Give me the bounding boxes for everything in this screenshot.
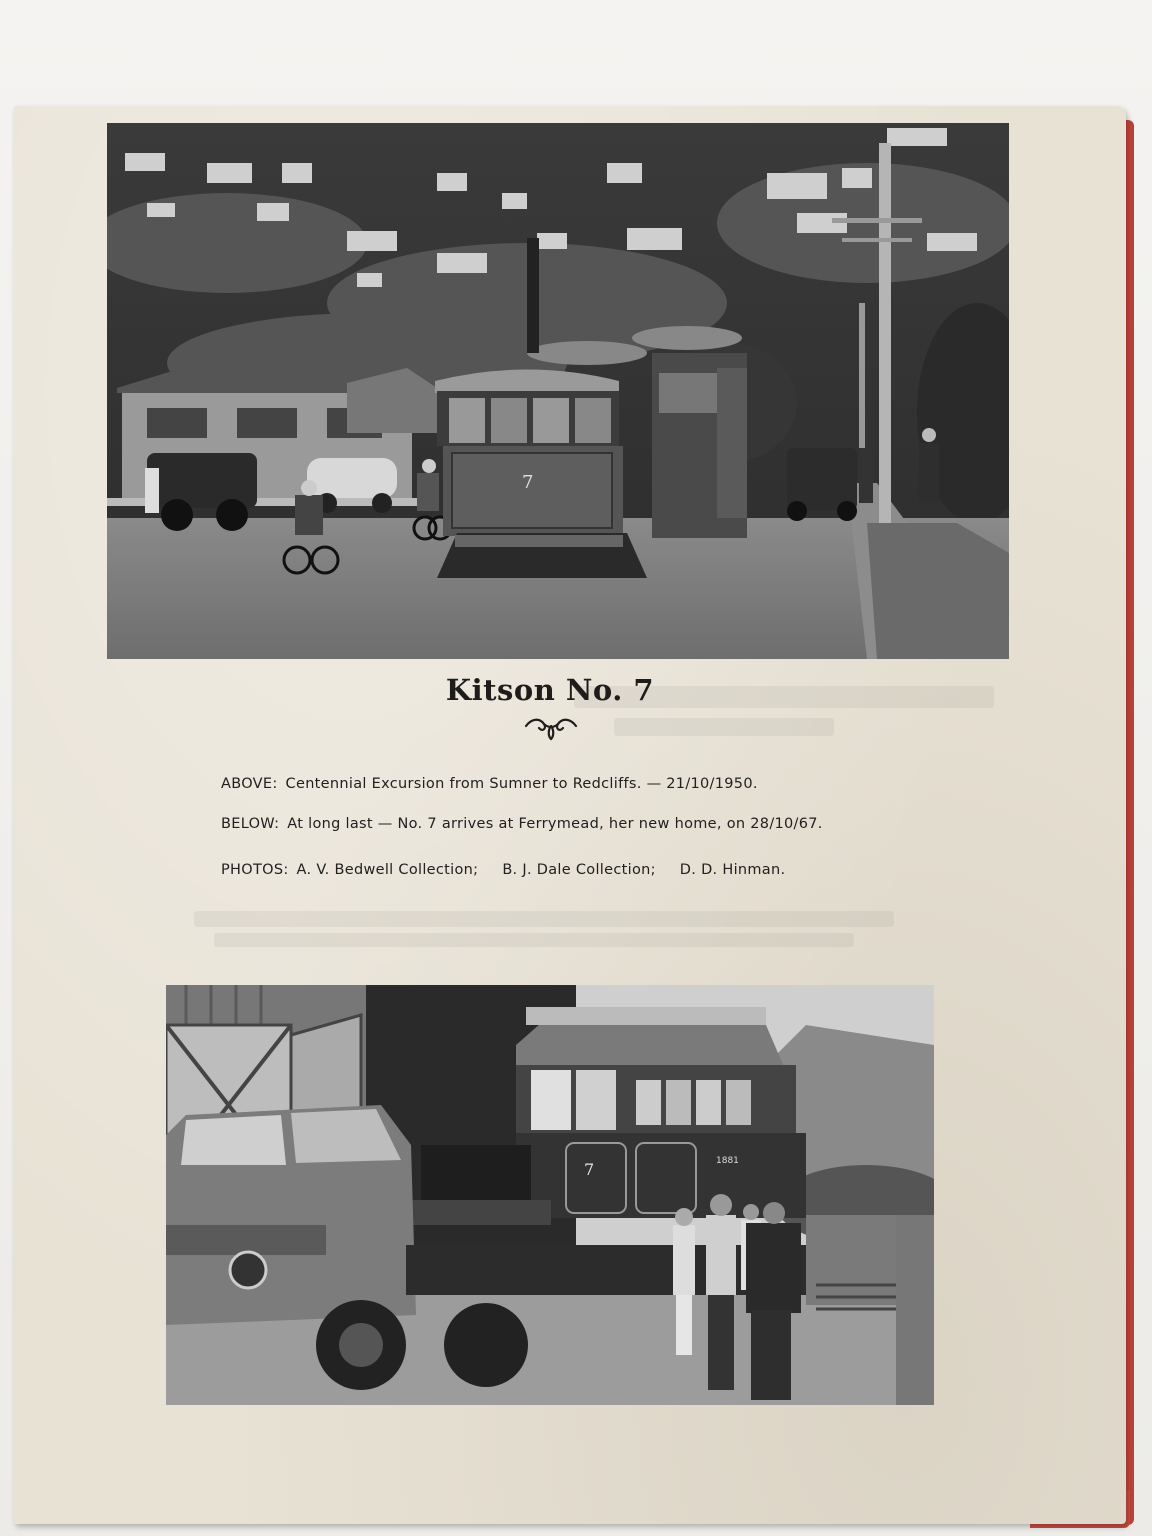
caption-above-text: Centennial Excursion from Sumner to Redcliffs. — 21/10/1950. [285, 776, 758, 792]
show-through-text [194, 911, 894, 927]
photo-credit: D. D. Hinman. [679, 862, 786, 878]
top-tram-number: 7 [522, 472, 534, 493]
caption-below-text: At long last — No. 7 arrives at Ferrymead, her new home, on 28/10/67. [287, 816, 823, 832]
flourish-ornament-icon [522, 712, 580, 742]
caption-below [221, 816, 823, 832]
caption-photo-credits [221, 862, 785, 878]
caption-below-label: BELOW: [221, 816, 280, 832]
show-through-text [614, 718, 834, 736]
tram-side-number: 1881 [716, 1156, 739, 1166]
photo-tram-arrival [166, 985, 934, 1405]
photo-tram-on-street [107, 123, 1009, 659]
photo-credit: A. V. Bedwell Collection; [296, 862, 479, 878]
bottom-tram-number: 7 [584, 1160, 595, 1179]
show-through-text [214, 933, 854, 947]
photo-credit: B. J. Dale Collection; [502, 862, 656, 878]
caption-photos-label: PHOTOS: [221, 862, 289, 878]
page-title: Kitson No. 7 [445, 673, 655, 707]
caption-above-label: ABOVE: [221, 776, 278, 792]
caption-above [221, 776, 758, 792]
